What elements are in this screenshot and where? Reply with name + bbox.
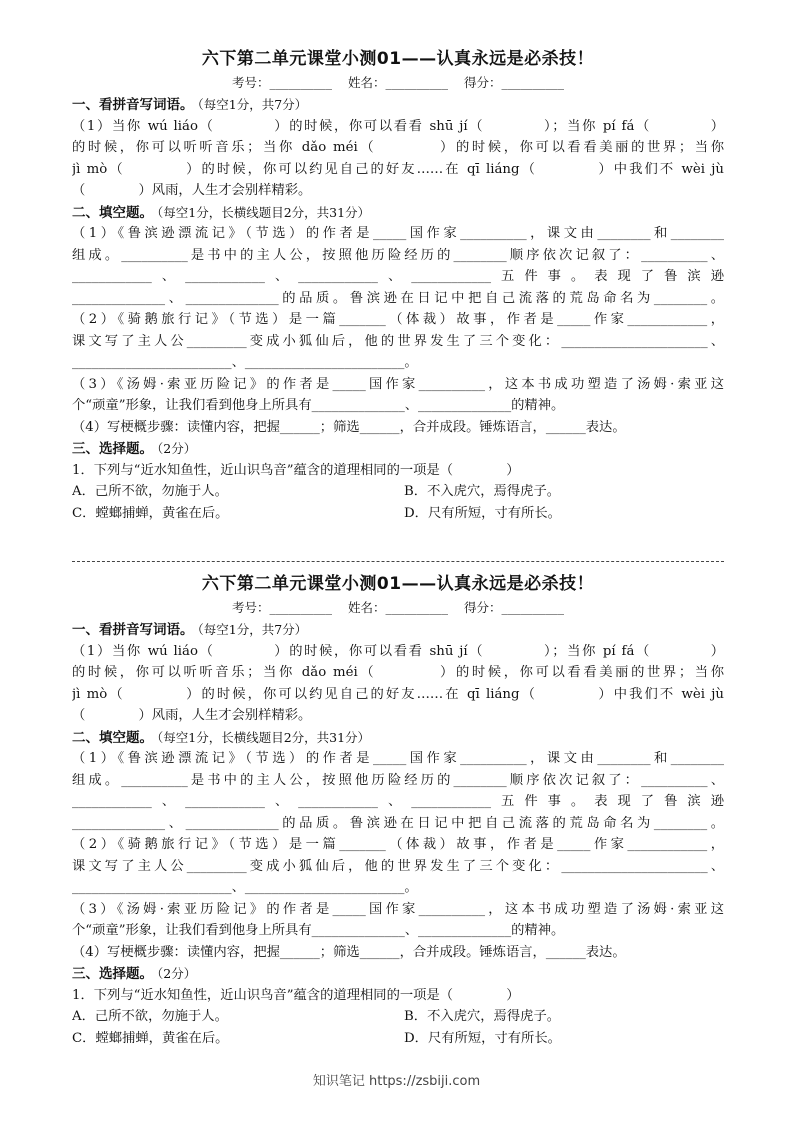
quiz-sheet-bottom — [72, 571, 724, 1049]
section-2-title: 二、填空题。 — [72, 204, 153, 221]
section-1-note: （每空1分，共7分） — [197, 622, 308, 637]
question-text: 1．下列与“近水知鱼性，近山识鸟音”蕴含的道理相同的一项是（ ） — [72, 987, 520, 1003]
text-line: ________________________、________________________。 — [72, 355, 418, 370]
text-line: 的时候，你可以听听音乐；当你 dǎo méi（ ）的时候，你可以看看美丽的世界；当你 — [72, 665, 724, 680]
section-3-title: 三、选择题。 — [72, 441, 153, 457]
text-line: （1）当你 wú liáo（ ）的时候，你可以看看 shū jí（ ）；当你 pí fá（ ） — [72, 643, 724, 659]
section-heading — [72, 202, 724, 224]
text-line: 个“顽童”形象，让我们看到他身上所具有______________、______________的精神。 — [72, 923, 565, 938]
option-a: A．己所不欲，勿施于人。 — [72, 1009, 228, 1024]
text-line: jì mò（ ）的时候，你可以约见自己的好友……在 qī liáng（ ）中我们不 wèi jù — [72, 161, 724, 177]
page-title: 六下第二单元课堂小测01——认真永远是必杀技！ — [201, 574, 595, 594]
option-b: B．不入虎穴，焉得虎子。 — [404, 1009, 561, 1024]
exam-number-field: 考号：__________ — [231, 75, 332, 90]
option-a: A．己所不欲，勿施于人。 — [72, 484, 228, 499]
section-3-note: （2分） — [157, 441, 197, 456]
option-d: D．尺有所短，寸有所长。 — [404, 505, 561, 521]
text-line: （4）写梗概步骤：读懂内容，把握______；筛选______，合并成段。锤炼语言，______表达。 — [72, 419, 626, 435]
text-line: （3）《汤姆·索亚历险记》的作者是_____国作家__________，这本书成功塑造了汤姆·索亚这 — [72, 376, 724, 392]
page-title: 六下第二单元课堂小测01——认真永远是必杀技！ — [201, 49, 595, 69]
options-row — [72, 1006, 724, 1028]
text-line: 的时候，你可以听听音乐；当你 dǎo méi（ ）的时候，你可以看看美丽的世界；当你 — [72, 140, 724, 155]
score-field: 得分：__________ — [463, 75, 564, 90]
section-1-title: 一、看拼音写词语。 — [72, 622, 194, 638]
text-line: 个“顽童”形象，让我们看到他身上所具有______________、______________的精神。 — [72, 398, 565, 413]
section-heading — [72, 438, 724, 460]
section-heading — [72, 963, 724, 985]
text-line: 组成。__________是书中的主人公，按照他历险经历的________顺序依次记叙了：__________、 — [72, 247, 724, 263]
question-text: 1．下列与“近水知鱼性，近山识鸟音”蕴含的道理相同的一项是（ ） — [72, 462, 520, 478]
text-line: （4）写梗概步骤：读懂内容，把握______；筛选______，合并成段。锤炼语言，______表达。 — [72, 944, 626, 960]
footer-watermark: 知识笔记 https://zsbiji.com — [312, 1074, 481, 1089]
student-info-row — [72, 72, 724, 94]
section-1-note: （每空1分，共7分） — [197, 97, 308, 112]
option-c: C．螳螂捕蝉，黄雀在后。 — [72, 1030, 229, 1046]
text-line: jì mò（ ）的时候，你可以约见自己的好友……在 qī liáng（ ）中我们不 wèi jù — [72, 686, 724, 702]
options-row — [72, 1028, 724, 1050]
section-1-title: 一、看拼音写词语。 — [72, 97, 194, 113]
section-3-title: 三、选择题。 — [72, 966, 153, 982]
text-line: （1）《鲁滨逊漂流记》（节选）的作者是_____国作家__________，课文由________和________ — [72, 226, 724, 241]
option-b: B．不入虎穴，焉得虎子。 — [404, 484, 561, 499]
section-heading — [72, 94, 724, 116]
score-field: 得分：__________ — [463, 600, 564, 615]
section-3-note: （2分） — [157, 966, 197, 981]
name-field: 姓名：__________ — [347, 600, 448, 615]
text-line: 课文写了主人公_________变成小狐仙后，他的世界发生了三个变化：______________________、 — [72, 858, 724, 874]
text-line: （3）《汤姆·索亚历险记》的作者是_____国作家__________，这本书成功塑造了汤姆·索亚这 — [72, 901, 724, 917]
section-2-title: 二、填空题。 — [72, 729, 153, 746]
option-c: C．螳螂捕蝉，黄雀在后。 — [72, 505, 229, 521]
text-line: （2）《骑鹅旅行记》（节选）是一篇_______（体裁）故事，作者是_____作家____________， — [72, 312, 724, 327]
text-line: （1）《鲁滨逊漂流记》（节选）的作者是_____国作家__________，课文由________和________ — [72, 751, 724, 766]
text-line: ____________、____________、____________、____________五件事。表现了鲁滨逊 — [72, 794, 724, 809]
text-line: 组成。__________是书中的主人公，按照他历险经历的________顺序依次记叙了：__________、 — [72, 772, 724, 788]
section-2-note: （每空1分，长横线题目2分，共31分） — [157, 204, 371, 220]
text-line: ______________、______________的品质。鲁滨逊在日记中把自己流落的荒岛命名为________。 — [72, 290, 724, 306]
text-line: （1）当你 wú liáo（ ）的时候，你可以看看 shū jí（ ）；当你 pí fá（ ） — [72, 118, 724, 134]
exam-number-field: 考号：__________ — [231, 600, 332, 615]
quiz-sheet-top — [72, 46, 724, 524]
text-line: （2）《骑鹅旅行记》（节选）是一篇_______（体裁）故事，作者是_____作家____________， — [72, 837, 724, 852]
section-2-note: （每空1分，长横线题目2分，共31分） — [157, 729, 371, 745]
text-line: ______________、______________的品质。鲁滨逊在日记中把自己流落的荒岛命名为________。 — [72, 815, 724, 831]
option-d: D．尺有所短，寸有所长。 — [404, 1030, 561, 1046]
text-line: （ ）风雨，人生才会别样精彩。 — [72, 708, 312, 723]
cut-line-divider — [72, 561, 724, 562]
name-field: 姓名：__________ — [347, 75, 448, 90]
text-line: ____________、____________、____________、____________五件事。表现了鲁滨逊 — [72, 269, 724, 284]
student-info-row — [72, 597, 724, 619]
text-line: ________________________、________________________。 — [72, 880, 418, 895]
text-line: 课文写了主人公_________变成小狐仙后，他的世界发生了三个变化：______________________、 — [72, 333, 724, 349]
options-row — [72, 503, 724, 525]
section-heading — [72, 727, 724, 749]
options-row — [72, 481, 724, 503]
text-line: （ ）风雨，人生才会别样精彩。 — [72, 183, 312, 198]
section-heading — [72, 619, 724, 641]
